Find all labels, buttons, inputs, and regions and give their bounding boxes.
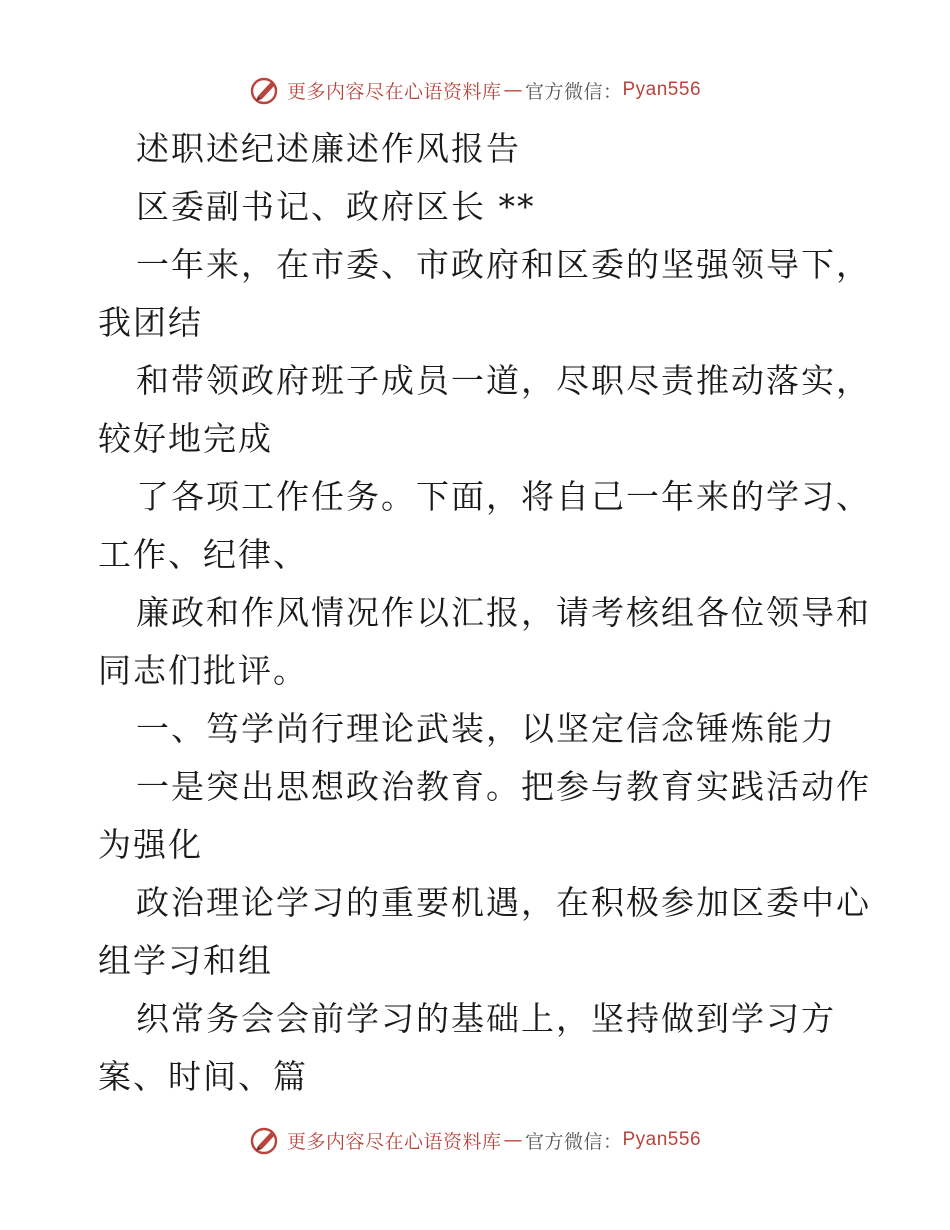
pen-logo-icon (249, 74, 281, 106)
document-body (98, 120, 871, 1106)
footer-watermark-banner (0, 1120, 950, 1160)
text-line: 我团结 (98, 303, 203, 342)
text-line: 和带领政府班子成员一道，尽职尽责推动落实， (136, 361, 871, 400)
banner-separator: — (503, 79, 523, 101)
text-line: 同志们批评。 (98, 651, 308, 690)
text-line: 较好地完成 (98, 419, 273, 458)
pen-logo-icon (249, 1124, 281, 1156)
banner-sub-text: 官方微信： (524, 1130, 623, 1153)
banner-wechat-id: Pyan556 (622, 79, 702, 100)
text-line: 了各项工作任务。下面，将自己一年来的学习、 (136, 477, 871, 516)
banner-separator: — (503, 1129, 523, 1151)
text-line: 织常务会会前学习的基础上，坚持做到学习方 (136, 999, 836, 1038)
text-line: 工作、纪律、 (98, 535, 308, 574)
text-line: 政治理论学习的重要机遇，在积极参加区委中心 (136, 883, 871, 922)
text-line: 一、笃学尚行理论武装，以坚定信念锤炼能力 (136, 709, 836, 748)
text-line: 廉政和作风情况作以汇报，请考核组各位领导和 (136, 593, 871, 632)
text-line: 组学习和组 (98, 941, 273, 980)
text-line: 一年来，在市委、市政府和区委的坚强领导下， (136, 245, 871, 284)
banner-main-text: 更多内容尽在心语资料库 (286, 1130, 502, 1153)
text-line: 案、时间、篇 (98, 1057, 308, 1096)
text-line: 述职述纪述廉述作风报告 (136, 129, 521, 168)
banner-wechat-id: Pyan556 (622, 1129, 702, 1150)
banner-sub-text: 官方微信： (524, 80, 623, 103)
header-watermark-banner (0, 70, 950, 110)
text-line: 区委副书记、政府区长 ** (136, 187, 536, 226)
text-line: 为强化 (98, 825, 203, 864)
banner-main-text: 更多内容尽在心语资料库 (286, 80, 502, 103)
text-line: 一是突出思想政治教育。把参与教育实践活动作 (136, 767, 871, 806)
